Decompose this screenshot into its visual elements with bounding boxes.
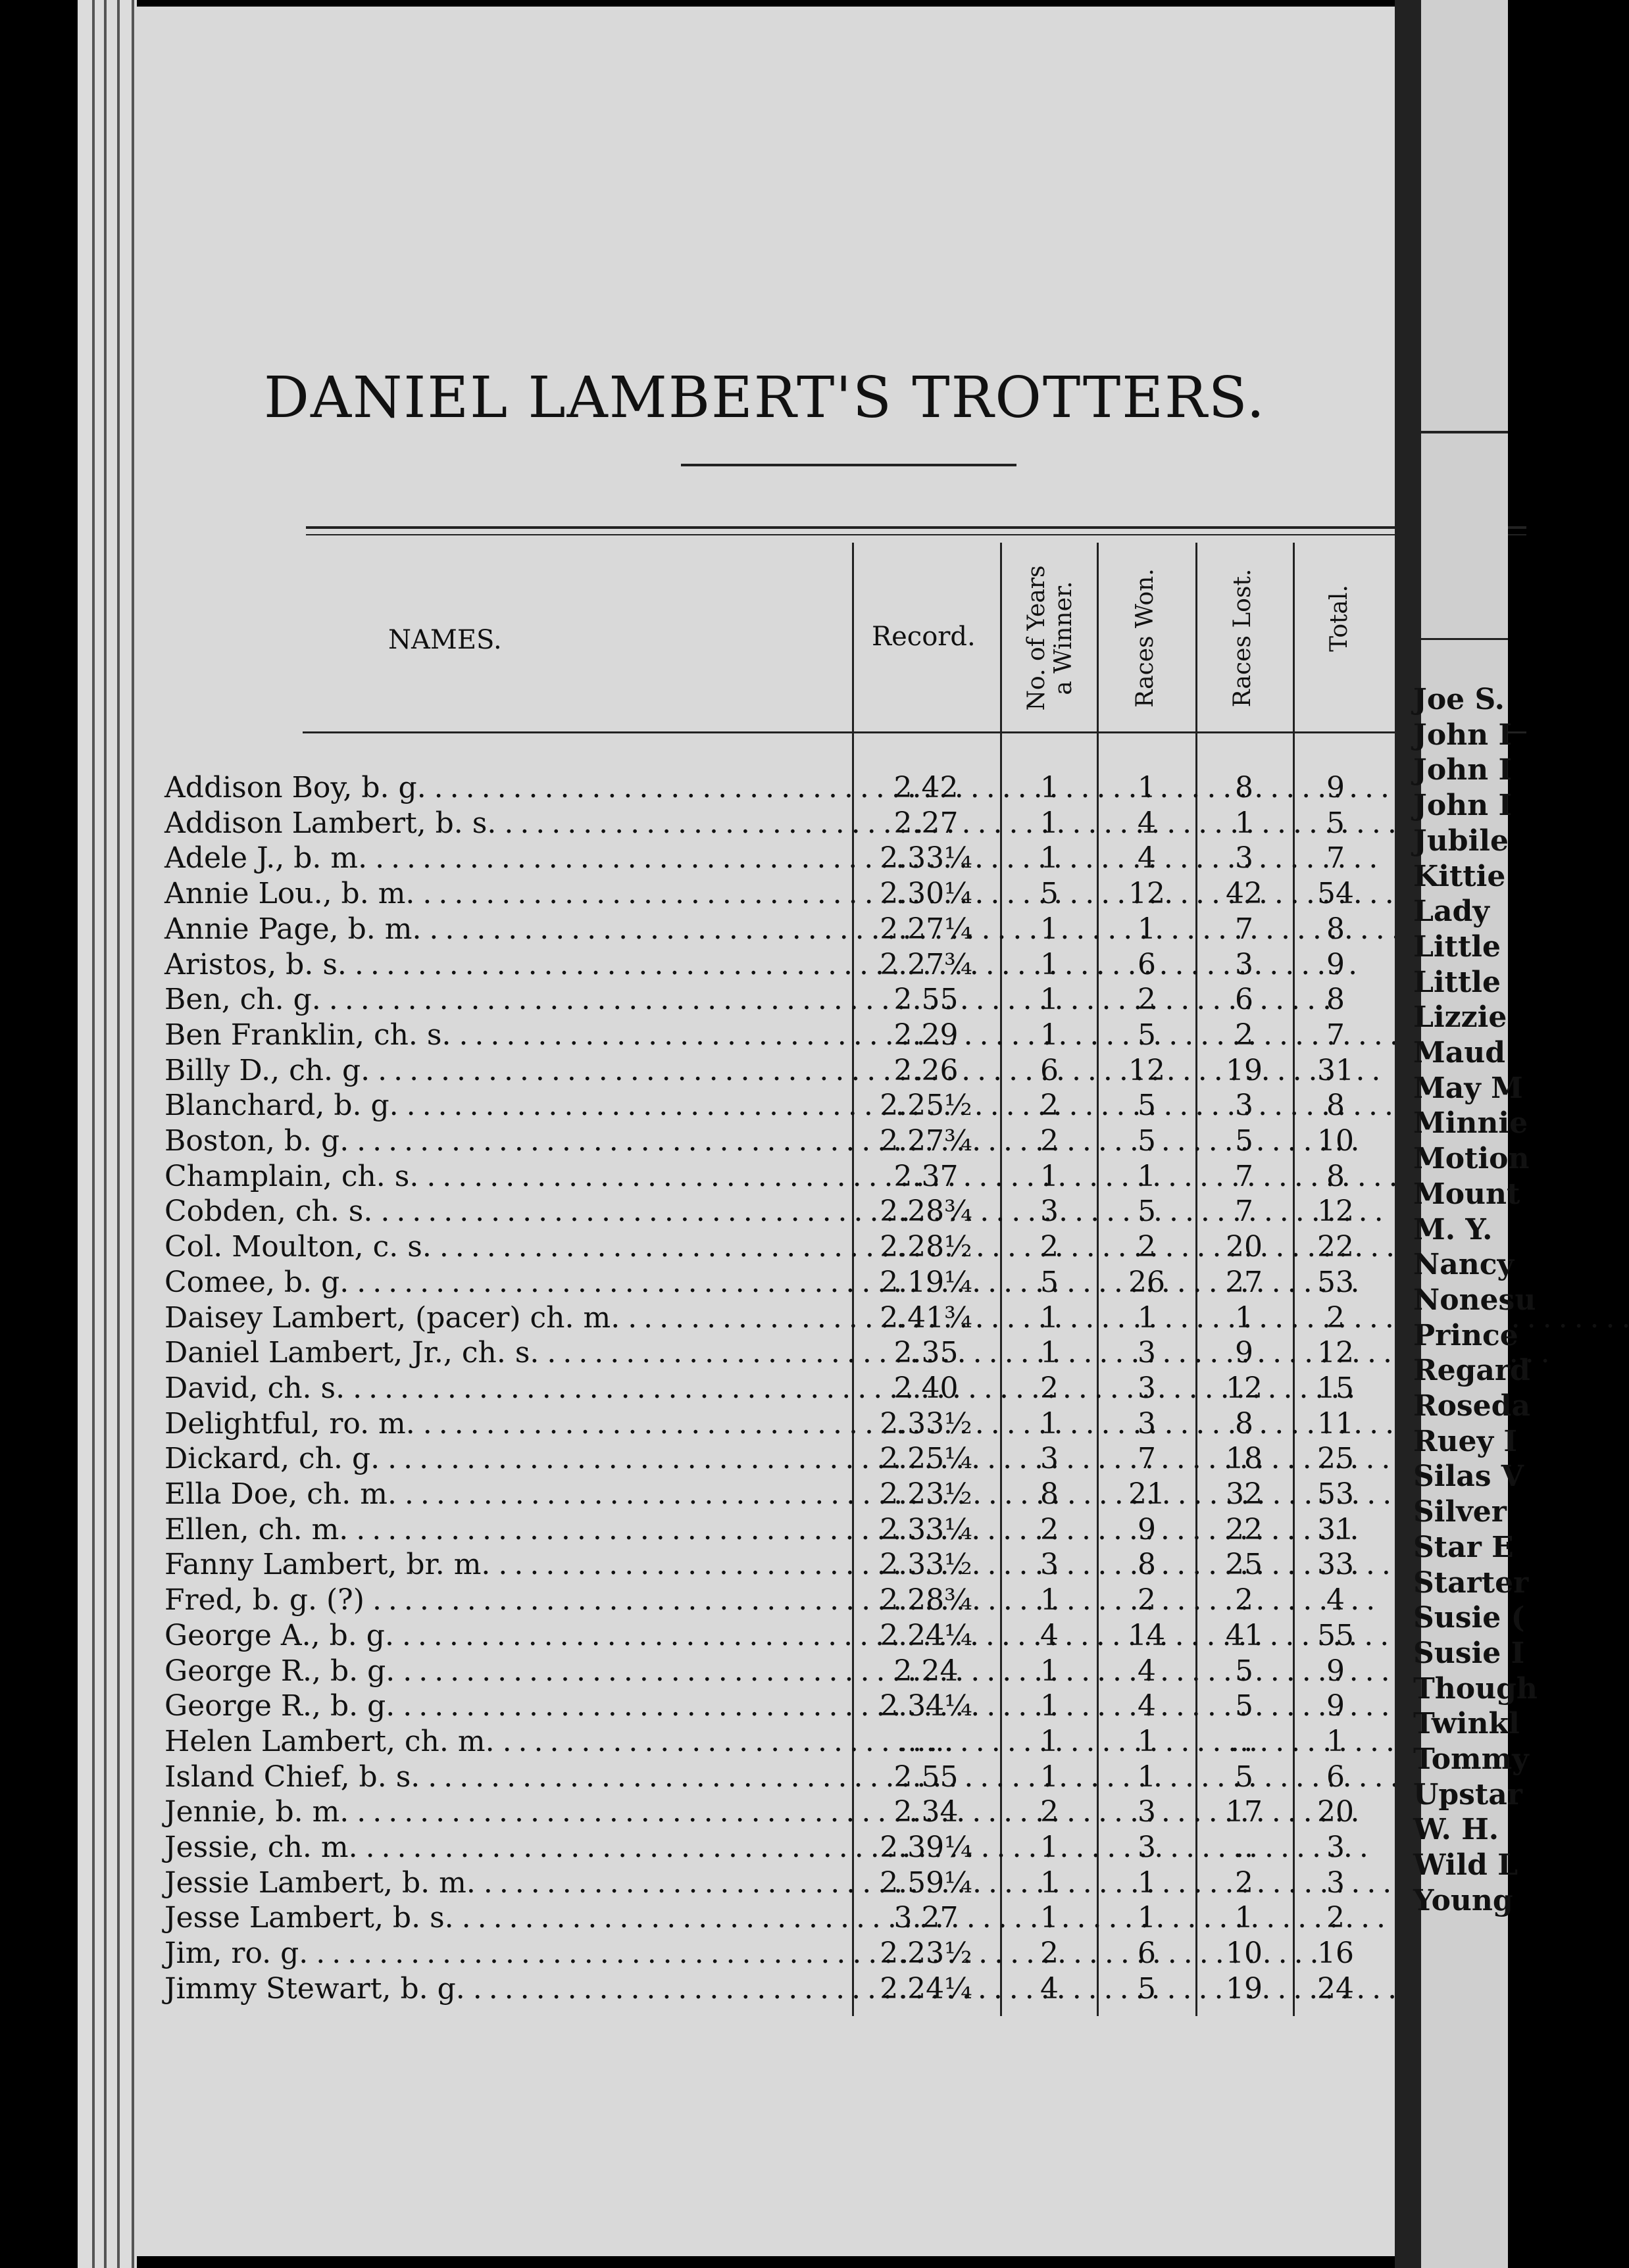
lost-cell: ... <box>1230 1724 1258 1758</box>
horse-name: Champlain, ch. s. . . . <box>164 1160 839 1193</box>
lost-cell: 6 <box>1235 983 1253 1017</box>
right-page-name: John I <box>1413 753 1513 787</box>
years-cell: 4 <box>1040 1971 1059 2006</box>
lost-header: Races Lost. <box>1229 568 1256 708</box>
horse-name: Fanny Lambert, br. m. . . . <box>164 1548 839 1581</box>
lost-cell: 7 <box>1235 1159 1253 1193</box>
won-cell: 6 <box>1138 947 1156 981</box>
horse-name: Island Chief, b. s. . . . <box>164 1760 839 1794</box>
lost-cell: 8 <box>1235 771 1253 804</box>
record-cell: 2.30¼ <box>880 877 972 911</box>
years-cell: 1 <box>1040 1724 1059 1758</box>
years-cell: 1 <box>1040 947 1059 981</box>
record-cell: 2.37 <box>893 1159 959 1193</box>
total-cell: 54 <box>1317 877 1354 911</box>
record-cell: 2.25½ <box>880 1089 972 1123</box>
table-row <box>0 1831 1345 1866</box>
horse-name: Dickard, ch. g. . . . <box>164 1442 839 1475</box>
lost-cell: .. <box>1235 1831 1253 1864</box>
total-header: Total. <box>1326 585 1353 652</box>
horse-name: Jessie, ch. m. . . . <box>164 1831 839 1864</box>
table-row <box>0 1548 1354 1583</box>
table-row <box>0 1477 1354 1513</box>
horse-name: Billy D., ch. g. . . . <box>164 1054 839 1087</box>
lost-cell: 20 <box>1226 1230 1263 1264</box>
right-page-rule <box>1421 638 1508 640</box>
right-page-rule <box>1421 431 1508 433</box>
table-row <box>0 1336 1354 1371</box>
lost-cell: 10 <box>1226 1936 1263 1971</box>
record-cell: 2.28¾ <box>880 1583 972 1617</box>
record-cell: 2.55 <box>893 983 959 1017</box>
total-cell: 9 <box>1326 947 1345 981</box>
table-row <box>0 1371 1354 1407</box>
table-row <box>0 1618 1354 1654</box>
right-page-name: Joe S. <box>1413 683 1505 716</box>
table-row <box>0 1512 1354 1548</box>
table-row <box>0 841 1345 877</box>
header-top-rule <box>306 526 1526 529</box>
table-row <box>0 1195 1354 1230</box>
won-cell: 4 <box>1138 806 1156 840</box>
lost-cell: 5 <box>1235 1760 1253 1794</box>
horse-name: Ellen, ch. m. . . . <box>164 1513 839 1546</box>
right-page-name: Lizzie <box>1413 1000 1507 1035</box>
horse-name: David, ch. s. . . . <box>164 1371 839 1405</box>
record-cell: 2.33½ <box>880 1548 972 1582</box>
horse-name: Ben, ch. g. . . . <box>164 983 839 1016</box>
lost-cell: 1 <box>1235 1300 1253 1335</box>
horse-name: George R., b. g. . . . <box>164 1654 839 1688</box>
years-cell: 2 <box>1040 1512 1059 1546</box>
won-cell: 2 <box>1138 1230 1156 1264</box>
lost-cell: 2 <box>1235 1018 1253 1052</box>
right-page-name: Wild L <box>1413 1848 1518 1883</box>
years-cell: 1 <box>1040 1901 1059 1935</box>
record-cell: 3.27 <box>893 1901 959 1935</box>
lost-cell: 32 <box>1226 1477 1263 1511</box>
years-cell: 1 <box>1040 806 1059 840</box>
record-cell: 2.26 <box>893 1053 959 1087</box>
won-cell: 12 <box>1128 1053 1165 1087</box>
table-row <box>0 1724 1345 1760</box>
total-cell: 53 <box>1317 1477 1354 1511</box>
horse-name: Jessie Lambert, b. m. . . . <box>164 1866 839 1900</box>
years-cell: 1 <box>1040 771 1059 804</box>
years-cell: 5 <box>1040 877 1059 911</box>
won-cell: 1 <box>1138 1865 1156 1900</box>
table-row <box>0 1230 1354 1266</box>
record-cell: 2.29 <box>893 1018 959 1052</box>
horse-name: Fred, b. g. (?) . . . <box>164 1583 839 1617</box>
record-cell: 2.35 <box>893 1336 959 1370</box>
table-row <box>0 1018 1345 1054</box>
lost-cell: 19 <box>1226 1053 1263 1087</box>
years-cell: 2 <box>1040 1230 1059 1264</box>
total-cell: 8 <box>1326 1089 1345 1123</box>
right-page-name: Star E <box>1413 1530 1514 1564</box>
total-cell: 2 <box>1326 1300 1345 1335</box>
table-row <box>0 1406 1354 1442</box>
record-cell: 2.34 <box>893 1795 959 1829</box>
total-cell: 24 <box>1317 1971 1354 2006</box>
right-page-name: Lady <box>1413 895 1490 929</box>
won-cell: 1 <box>1138 771 1156 804</box>
won-cell: 3 <box>1138 1406 1156 1441</box>
lost-cell: 22 <box>1226 1512 1263 1546</box>
years-cell: 1 <box>1040 1654 1059 1688</box>
table-row <box>0 1936 1354 1972</box>
right-page-name: Silver <box>1413 1495 1507 1529</box>
right-page-name: Starter <box>1413 1565 1529 1600</box>
horse-name: Ben Franklin, ch. s. . . . <box>164 1018 839 1052</box>
right-page-name: Though <box>1413 1671 1538 1706</box>
right-page-name: W. H. <box>1413 1813 1499 1847</box>
won-cell: 1 <box>1138 1300 1156 1335</box>
lost-cell: 7 <box>1235 912 1253 946</box>
total-cell: 10 <box>1317 1124 1354 1158</box>
total-cell: 25 <box>1317 1442 1354 1476</box>
table-row <box>0 1124 1354 1160</box>
record-cell: 2.42 <box>893 771 959 804</box>
right-page-name: Young <box>1413 1883 1513 1917</box>
won-cell: 4 <box>1138 1689 1156 1723</box>
won-cell: 1 <box>1138 1760 1156 1794</box>
table-row <box>0 1654 1345 1690</box>
total-cell: 16 <box>1317 1936 1354 1971</box>
lost-cell: 25 <box>1226 1548 1263 1582</box>
table-row <box>0 1971 1354 2008</box>
lost-cell: 7 <box>1235 1195 1253 1229</box>
horse-name: Ella Doe, ch. m. . . . <box>164 1477 839 1511</box>
right-page-name: Nonesu <box>1413 1283 1536 1317</box>
years-cell: 3 <box>1040 1548 1059 1582</box>
total-cell: 8 <box>1326 983 1345 1017</box>
horse-name: Annie Lou., b. m. . . . <box>164 877 839 910</box>
right-page-name: Nancy <box>1413 1248 1515 1282</box>
record-cell: 2.19¼ <box>880 1265 972 1299</box>
total-cell: 3 <box>1326 1865 1345 1900</box>
right-page-name: John I <box>1413 718 1513 752</box>
table-row <box>0 1089 1345 1124</box>
total-cell: 9 <box>1326 1654 1345 1688</box>
horse-name: Addison Lambert, b. s. . . . <box>164 806 839 840</box>
years-cell: 1 <box>1040 1300 1059 1335</box>
right-page-name: Upstar <box>1413 1777 1522 1812</box>
right-page-name: Little <box>1413 965 1501 999</box>
record-cell: 2.33½ <box>880 1406 972 1441</box>
table-row <box>0 806 1345 842</box>
lost-cell: 19 <box>1226 1971 1263 2006</box>
horse-name: Col. Moulton, c. s. . . . <box>164 1230 839 1264</box>
record-cell: 2.33¼ <box>880 1512 972 1546</box>
won-cell: 1 <box>1138 1159 1156 1193</box>
record-cell: 2.24 <box>893 1654 959 1688</box>
years-cell: 1 <box>1040 1865 1059 1900</box>
total-cell: 12 <box>1317 1195 1354 1229</box>
record-cell: 2.25¼ <box>880 1442 972 1476</box>
years-cell: 2 <box>1040 1124 1059 1158</box>
won-cell: 1 <box>1138 912 1156 946</box>
won-cell: 26 <box>1128 1265 1165 1299</box>
won-cell: 3 <box>1138 1336 1156 1370</box>
total-cell: 2 <box>1326 1901 1345 1935</box>
lost-cell: 1 <box>1235 1901 1253 1935</box>
total-cell: 31 <box>1317 1512 1354 1546</box>
lost-cell: 41 <box>1226 1618 1263 1652</box>
right-page-name: May M <box>1413 1071 1523 1105</box>
horse-name: Jim, ro. g. . . . <box>164 1936 839 1970</box>
total-cell: 8 <box>1326 912 1345 946</box>
lost-cell: 1 <box>1235 806 1253 840</box>
years-cell: 8 <box>1040 1477 1059 1511</box>
lost-cell: 3 <box>1235 1089 1253 1123</box>
years-cell: 2 <box>1040 1089 1059 1123</box>
header-top-rule-thin <box>306 534 1526 535</box>
record-cell: 2.27¼ <box>880 912 972 946</box>
right-page-name: Maud <box>1413 1036 1505 1070</box>
total-cell: 7 <box>1326 841 1345 875</box>
years-cell: 1 <box>1040 983 1059 1017</box>
total-cell: 6 <box>1326 1760 1345 1794</box>
won-cell: 5 <box>1138 1089 1156 1123</box>
record-cell: ...... <box>898 1724 954 1758</box>
lost-cell: 18 <box>1226 1442 1263 1476</box>
total-cell: 31 <box>1317 1053 1354 1087</box>
years-cell: 5 <box>1040 1265 1059 1299</box>
won-cell: 3 <box>1138 1371 1156 1405</box>
horse-name: Jesse Lambert, b. s. . . . <box>164 1901 839 1935</box>
table-row <box>0 983 1345 1018</box>
right-page-name: Little <box>1413 929 1501 964</box>
right-page-name: M. Y. <box>1413 1212 1493 1246</box>
won-cell: 1 <box>1138 1724 1156 1758</box>
record-header: Record. <box>872 622 976 652</box>
won-cell: 9 <box>1138 1512 1156 1546</box>
record-cell: 2.59¼ <box>880 1865 972 1900</box>
record-cell: 2.41¾ <box>880 1300 972 1335</box>
record-cell: 2.33¼ <box>880 841 972 875</box>
table-row <box>0 1053 1354 1089</box>
total-cell: 5 <box>1326 806 1345 840</box>
table-row <box>0 1265 1354 1301</box>
lost-cell: 17 <box>1226 1795 1263 1829</box>
table-row <box>0 1760 1345 1796</box>
horse-name: Helen Lambert, ch. m. . . . <box>164 1725 839 1758</box>
horse-name: Adele J., b. m. . . . <box>164 841 839 875</box>
years-cell: 1 <box>1040 1018 1059 1052</box>
right-page-name: Minnie <box>1413 1106 1528 1141</box>
lost-cell: 2 <box>1235 1865 1253 1900</box>
right-page-name: Prince <box>1413 1318 1518 1352</box>
won-cell: 2 <box>1138 983 1156 1017</box>
years-cell: 1 <box>1040 1760 1059 1794</box>
years-cell: 1 <box>1040 1336 1059 1370</box>
total-cell: 9 <box>1326 1689 1345 1723</box>
lost-cell: 2 <box>1235 1583 1253 1617</box>
total-cell: 33 <box>1317 1548 1354 1582</box>
names-header: NAMES. <box>388 625 502 655</box>
record-cell: 2.28½ <box>880 1230 972 1264</box>
lost-cell: 5 <box>1235 1654 1253 1688</box>
page-title: DANIEL LAMBERT'S TROTTERS. <box>264 365 1266 431</box>
years-header: No. of Years a Winner. <box>1023 565 1078 711</box>
lost-cell: 9 <box>1235 1336 1253 1370</box>
table-row <box>0 771 1345 806</box>
table-row <box>0 1300 1345 1337</box>
right-page-name: Susie ( <box>1413 1601 1525 1635</box>
years-cell: 1 <box>1040 1406 1059 1441</box>
total-cell: 53 <box>1317 1265 1354 1299</box>
table-row <box>0 912 1345 948</box>
won-cell: 3 <box>1138 1795 1156 1829</box>
horse-name: Annie Page, b. m. . . . <box>164 912 839 946</box>
record-cell: 2.24¼ <box>880 1618 972 1652</box>
years-cell: 2 <box>1040 1795 1059 1829</box>
won-cell: 4 <box>1138 841 1156 875</box>
total-cell: 3 <box>1326 1831 1345 1864</box>
lost-cell: 8 <box>1235 1406 1253 1441</box>
horse-name: George R., b. g. . . . <box>164 1689 839 1723</box>
won-cell: 5 <box>1138 1124 1156 1158</box>
won-cell: 5 <box>1138 1971 1156 2006</box>
years-cell: 4 <box>1040 1618 1059 1652</box>
total-cell: 15 <box>1317 1371 1354 1405</box>
total-cell: 20 <box>1317 1795 1354 1829</box>
record-cell: 2.27¾ <box>880 1124 972 1158</box>
horse-name: Cobden, ch. s. . . . <box>164 1195 839 1228</box>
record-cell: 2.39¼ <box>880 1831 972 1864</box>
record-cell: 2.27¾ <box>880 947 972 981</box>
record-cell: 2.27 <box>893 806 959 840</box>
record-cell: 2.23½ <box>880 1477 972 1511</box>
won-cell: 4 <box>1138 1654 1156 1688</box>
right-page-name: Jubile <box>1413 824 1509 858</box>
years-cell: 2 <box>1040 1371 1059 1405</box>
right-page-name: Motion <box>1413 1142 1530 1176</box>
title-rule <box>681 464 1016 466</box>
years-cell: 1 <box>1040 1831 1059 1864</box>
years-cell: 1 <box>1040 912 1059 946</box>
record-cell: 2.23½ <box>880 1936 972 1971</box>
table-row <box>0 1583 1345 1619</box>
won-cell: 5 <box>1138 1195 1156 1229</box>
record-cell: 2.55 <box>893 1760 959 1794</box>
won-cell: 3 <box>1138 1831 1156 1864</box>
horse-name: Blanchard, b. g. . . . <box>164 1089 839 1122</box>
table-row <box>0 1442 1354 1477</box>
years-cell: 2 <box>1040 1936 1059 1971</box>
horse-name: Comee, b. g. . . . <box>164 1266 839 1299</box>
won-cell: 12 <box>1128 877 1165 911</box>
right-page-name: Ruey I <box>1413 1424 1518 1458</box>
years-cell: 1 <box>1040 1583 1059 1617</box>
table-row <box>0 877 1354 912</box>
lost-cell: 42 <box>1226 877 1263 911</box>
right-page-name: John I <box>1413 789 1513 823</box>
right-page-name: Roseda <box>1413 1389 1530 1423</box>
right-page-name: Tommy <box>1413 1742 1529 1776</box>
years-cell: 3 <box>1040 1195 1059 1229</box>
horse-name: Aristos, b. s. . . . <box>164 948 839 981</box>
lost-cell: 5 <box>1235 1124 1253 1158</box>
record-cell: 2.40 <box>893 1371 959 1405</box>
right-page-name: Regard <box>1413 1354 1530 1388</box>
right-page-name: Kittie <box>1413 859 1506 893</box>
lost-cell: 3 <box>1235 841 1253 875</box>
horse-name: Jennie, b. m. . . . <box>164 1795 839 1829</box>
table-row <box>0 1865 1345 1902</box>
record-cell: 2.34¼ <box>880 1689 972 1723</box>
total-cell: 8 <box>1326 1159 1345 1193</box>
won-cell: 6 <box>1138 1936 1156 1971</box>
total-cell: 55 <box>1317 1618 1354 1652</box>
total-cell: 12 <box>1317 1336 1354 1370</box>
record-cell: 2.24¼ <box>880 1971 972 2006</box>
years-cell: 1 <box>1040 841 1059 875</box>
table-row <box>0 1901 1345 1936</box>
horse-name: Boston, b. g. . . . <box>164 1124 839 1158</box>
total-cell: 1 <box>1326 1724 1345 1758</box>
won-header: Races Won. <box>1132 568 1159 708</box>
total-cell: 7 <box>1326 1018 1345 1052</box>
record-cell: 2.28¾ <box>880 1195 972 1229</box>
total-cell: 22 <box>1317 1230 1354 1264</box>
years-cell: 6 <box>1040 1053 1059 1087</box>
won-cell: 8 <box>1138 1548 1156 1582</box>
table-row <box>0 1795 1354 1831</box>
horse-name: Addison Boy, b. g. . . . <box>164 771 839 804</box>
horse-name: George A., b. g. . . . <box>164 1619 839 1652</box>
won-cell: 2 <box>1138 1583 1156 1617</box>
right-page-name: Susie I <box>1413 1636 1525 1670</box>
total-cell: 9 <box>1326 771 1345 804</box>
lost-cell: 12 <box>1226 1371 1263 1405</box>
lost-cell: 3 <box>1235 947 1253 981</box>
horse-name: Delightful, ro. m. . . . <box>164 1407 839 1441</box>
table-row <box>0 1689 1345 1725</box>
table-row <box>0 947 1345 983</box>
right-page-name: Mount <box>1413 1177 1520 1211</box>
right-page-name: Silas V <box>1413 1460 1524 1494</box>
lost-cell: 27 <box>1226 1265 1263 1299</box>
total-cell: 11 <box>1317 1406 1354 1441</box>
horse-name: Daniel Lambert, Jr., ch. s. . . . <box>164 1336 839 1369</box>
won-cell: 14 <box>1128 1618 1165 1652</box>
horse-name: Jimmy Stewart, b. g. . . . <box>164 1972 839 2006</box>
lost-cell: 5 <box>1235 1689 1253 1723</box>
won-cell: 5 <box>1138 1018 1156 1052</box>
won-cell: 1 <box>1138 1901 1156 1935</box>
years-cell: 3 <box>1040 1442 1059 1476</box>
won-cell: 7 <box>1138 1442 1156 1476</box>
horse-name: Daisey Lambert, (pacer) ch. m. . . . <box>164 1301 839 1335</box>
table-row <box>0 1159 1345 1195</box>
years-cell: 1 <box>1040 1159 1059 1193</box>
total-cell: 4 <box>1326 1583 1345 1617</box>
years-cell: 1 <box>1040 1689 1059 1723</box>
won-cell: 21 <box>1128 1477 1165 1511</box>
right-page-name: Twinkl <box>1413 1707 1520 1741</box>
header-bottom-rule <box>303 731 1526 733</box>
